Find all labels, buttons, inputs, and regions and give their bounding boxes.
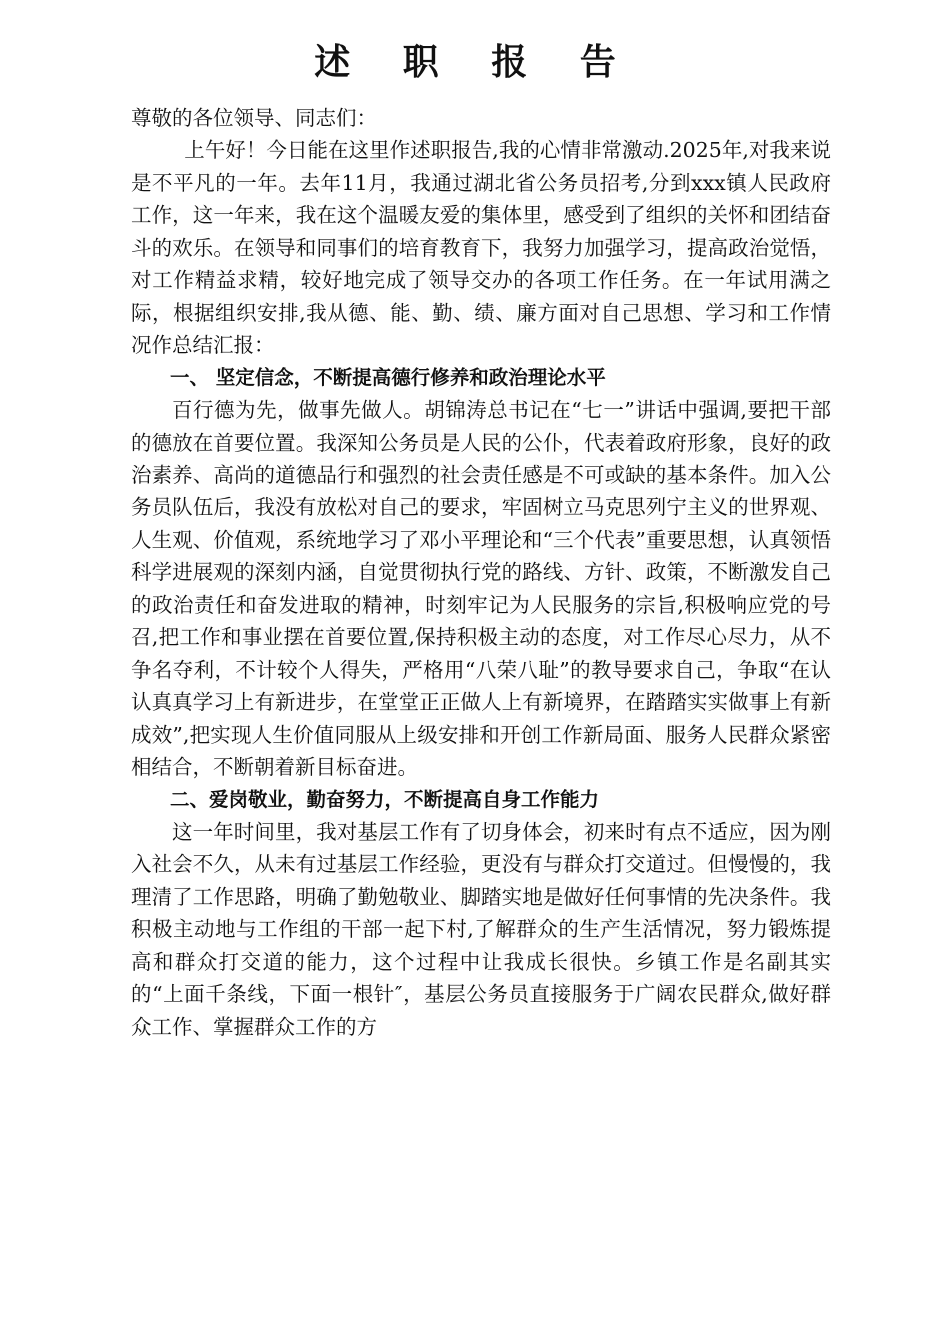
document-body bbox=[131, 102, 831, 1043]
salutation: 尊敬的各位领导、同志们： bbox=[131, 106, 377, 130]
document-title: 述 职 报 告 bbox=[314, 42, 636, 83]
intro-paragraph: 上午好！今日能在这里作述职报告,我的心情非常激动.2025年,对我来说是不平凡的一年。去年11月，我通过湖北省公务员招考,分到xxx镇人民政府工作，这一年来，我在这个温暖友爱的集体里，感受到了组织的关怀和团结奋斗的欢乐。在领导和同事们的培育教育下，我努力加强学习，提高政治觉悟，对工作精益求精，较好地完成了领导交办的各项工作任务。在一年试用满之际，根据组织安排,我从德、能、勤、绩、廉方面对自己思想、学习和工作情况作总结汇报： bbox=[131, 138, 831, 358]
section-heading-2: 二、爱岗敬业，勤奋努力，不断提高自身工作能力 bbox=[170, 787, 600, 811]
section-heading-1: 一、 坚定信念，不断提高德行修养和政治理论水平 bbox=[170, 365, 606, 389]
section-1-paragraph: 百行德为先，做事先做人。胡锦涛总书记在“七一”讲话中强调,要把干部的德放在首要位置。我深知公务员是人民的公仆，代表着政府形象，良好的政治素养、高尚的道德品行和强烈的社会责任感是不可或缺的基本条件。加入公务员队伍后，我没有放松对自己的要求，牢固树立马克思列宁主义的世界观、人生观、价值观，系统地学习了邓小平理论和“三个代表”重要思想，认真领悟科学进展观的深刻内涵，自觉贯彻执行党的路线、方针、政策，不断激发自己的政治责任和奋发进取的精神，时刻牢记为人民服务的宗旨,积极响应党的号召,把工作和事业摆在首要位置,保持积极主动的态度，对工作尽心尽力，从不争名夺利，不计较个人得失，严格用“八荣八耻”的教导要求自己，争取“在认认真真学习上有新进步，在堂堂正正做人上有新境界，在踏踏实实做事上有新成效”,把实现人生价值同服从上级安排和开创工作新局面、服务人民群众紧密相结合，不断朝着新目标奋进。 bbox=[131, 398, 831, 780]
section-2-paragraph: 这一年时间里，我对基层工作有了切身体会，初来时有点不适应，因为刚入社会不久，从未有过基层工作经验，更没有与群众打交道过。但慢慢的，我理清了工作思路，明确了勤勉敬业、脚踏实地是做好任何事情的先决条件。我积极主动地与工作组的干部一起下村,了解群众的生产生活情况，努力锻炼提高和群众打交道的能力，这个过程中让我成长很快。乡镇工作是名副其实的“上面千条线，下面一根针″，基层公务员直接服务于广阔农民群众,做好群众工作、掌握群众工作的方 bbox=[131, 819, 831, 1039]
